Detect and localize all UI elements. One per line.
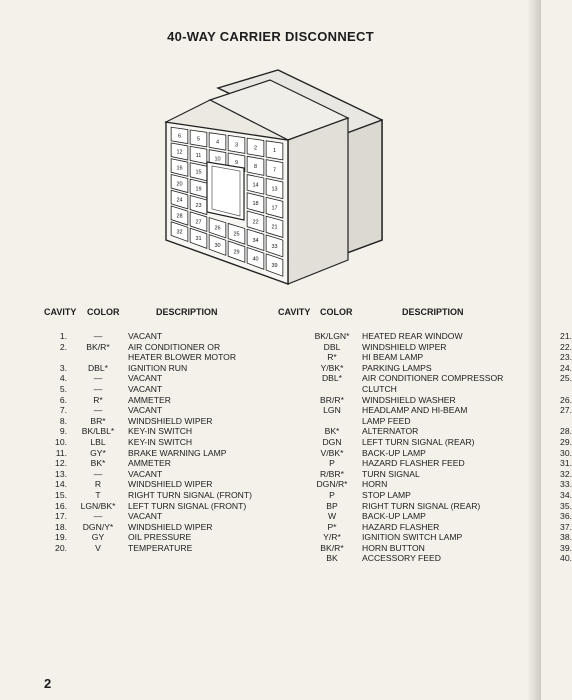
cavity-label: 14 (252, 182, 259, 189)
cavity-number: 38. (560, 532, 572, 543)
cavity-number: 35. (560, 500, 572, 511)
wire-color: GY* (90, 447, 106, 458)
wire-color: BP (326, 500, 338, 511)
page-title: 40-WAY CARRIER DISCONNECT (167, 29, 374, 44)
wire-color: LGN/BK* (80, 500, 116, 511)
table-row (270, 542, 572, 554)
circuit-description: VACANT (128, 468, 163, 479)
table-row (0, 342, 270, 353)
cavity-number: 12. (55, 458, 67, 469)
cavity-label: 6 (177, 133, 182, 140)
circuit-description: AIR CONDITIONER COMPRESSOR (362, 373, 504, 384)
page-number: 2 (44, 676, 52, 691)
circuit-description: VACANT (128, 331, 163, 341)
table-row (270, 553, 572, 564)
table-row (0, 469, 270, 480)
cavity-number: 1. (59, 331, 67, 341)
header-color-right: COLOR (320, 307, 353, 317)
cavity-number: 39. (560, 542, 572, 553)
table-row (270, 373, 572, 384)
cavity-label: 2 (253, 145, 258, 152)
wire-color: BK/LGN* (314, 331, 350, 341)
cavity-number: 9. (59, 426, 67, 437)
cavity-number: 31. (560, 458, 572, 469)
table-row (0, 363, 270, 374)
cavity-label: 16 (176, 165, 183, 172)
circuit-description: VACANT (128, 405, 163, 416)
wire-color: BR* (90, 415, 106, 426)
circuit-description: STOP LAMP (362, 489, 411, 500)
table-row (0, 331, 270, 342)
cavity-number: 26. (560, 394, 572, 405)
circuit-description: BACK-UP LAMP (362, 511, 426, 522)
wire-color: R* (93, 394, 103, 405)
cavity-label: 22 (252, 219, 259, 226)
cavity-number: 17. (55, 511, 67, 522)
circuit-description: HEADLAMP AND HI-BEAM (362, 405, 468, 416)
wire-color: BK/R* (86, 341, 110, 352)
table-row (0, 448, 270, 459)
cavity-number: 30. (560, 447, 572, 458)
table-row (270, 521, 572, 533)
wire-color: — (93, 405, 103, 416)
cavity-number: 25. (560, 373, 572, 384)
cavity-number: 24. (560, 362, 572, 373)
wire-color: DBL* (321, 373, 343, 384)
circuit-description: RIGHT TURN SIGNAL (FRONT) (128, 489, 252, 500)
cavity-number: 14. (55, 479, 67, 490)
cavity-label: 34 (252, 237, 259, 244)
circuit-description: LAMP FEED (362, 415, 411, 426)
circuit-description: OIL PRESSURE (128, 532, 192, 543)
wire-color: R* (327, 352, 337, 363)
wire-color: P (329, 458, 335, 469)
cavity-number: 6. (59, 394, 67, 405)
cavity-label: 28 (176, 213, 183, 220)
circuit-description: WINDSHIELD WASHER (362, 394, 456, 405)
wire-color: R/BR* (320, 468, 344, 479)
cavity-number: 2. (59, 341, 67, 352)
circuit-description: WINDSHIELD WIPER (362, 341, 447, 352)
header-cavity-right: CAVITY (278, 307, 311, 317)
wire-color: BK (326, 553, 338, 564)
cavity-number: 22. (560, 341, 572, 352)
cavity-number: 33. (560, 479, 572, 490)
table-left (0, 331, 270, 553)
circuit-description: VACANT (128, 511, 163, 522)
cavity-label: 27 (195, 219, 202, 226)
cavity-label: 21 (271, 224, 278, 231)
circuit-description: HI BEAM LAMP (362, 352, 424, 363)
circuit-description: WINDSHIELD WIPER (128, 415, 213, 426)
circuit-description: IGNITION RUN (128, 362, 188, 373)
cavity-label: 13 (271, 186, 278, 193)
wire-color: DGN/R* (316, 479, 348, 490)
table-row (0, 511, 270, 522)
circuit-description: CLUTCH (362, 383, 397, 394)
circuit-description: AIR CONDITIONER OR (128, 341, 221, 352)
circuit-description: KEY-IN SWITCH (128, 436, 193, 447)
cavity-number: 32. (560, 468, 572, 479)
cavity-number: 20. (55, 542, 67, 553)
table-row (0, 532, 270, 543)
cavity-number: 10. (55, 436, 67, 447)
cavity-label: 23 (195, 202, 202, 209)
circuit-description: IGNITION SWITCH LAMP (362, 532, 463, 543)
wire-color: Y/BK* (320, 362, 344, 373)
header-description-left: DESCRIPTION (156, 307, 218, 317)
circuit-description: ALTERNATOR (362, 426, 419, 437)
table-row (0, 522, 270, 533)
wire-color: BK/R* (320, 542, 344, 553)
cavity-label: 4 (215, 139, 220, 146)
header-color-left: COLOR (87, 307, 120, 317)
cavity-number: 13. (55, 468, 67, 479)
circuit-description: AMMETER (128, 458, 171, 469)
cavity-label: 10 (214, 156, 221, 163)
circuit-description: BRAKE WARNING LAMP (128, 447, 227, 458)
wire-color: LBL (90, 436, 106, 447)
cavity-number: 29. (560, 436, 572, 447)
circuit-description: KEY-IN SWITCH (128, 426, 193, 437)
cavity-number: 4. (59, 373, 67, 384)
table-row (0, 395, 270, 406)
cavity-label: 17 (271, 205, 278, 212)
cavity-label: 24 (176, 197, 183, 204)
table-row (270, 468, 572, 480)
table-row (270, 511, 572, 522)
cavity-label: 30 (214, 242, 221, 249)
wire-color: P* (327, 521, 337, 532)
table-row (0, 416, 270, 427)
cavity-number: 7. (59, 405, 67, 416)
table-row (270, 479, 572, 490)
table-row (0, 543, 270, 554)
table-row (270, 341, 572, 353)
circuit-description: WINDSHIELD WIPER (128, 521, 213, 532)
circuit-description: HEATER BLOWER MOTOR (128, 352, 237, 363)
cavity-label: 18 (252, 200, 259, 207)
cavity-label: 1 (272, 148, 277, 155)
wire-color: BK* (324, 426, 340, 437)
wire-color: DGN/Y* (82, 521, 114, 532)
cavity-number: 23. (560, 352, 572, 363)
table-row (0, 384, 270, 395)
table-row (0, 458, 270, 469)
table-row (270, 405, 572, 416)
cavity-number: 36. (560, 511, 572, 522)
circuit-description: TEMPERATURE (128, 542, 193, 553)
wire-color: R (94, 479, 102, 490)
circuit-description: HORN BUTTON (362, 542, 425, 553)
cavity-label: 11 (195, 152, 202, 159)
table-row (270, 394, 572, 406)
table-row (0, 437, 270, 448)
table-row (270, 458, 572, 469)
wire-color: DBL (323, 341, 341, 352)
wire-color: LGN (323, 405, 341, 416)
table-row (270, 331, 572, 342)
cavity-number: 18. (55, 521, 67, 532)
cavity-label: 26 (214, 225, 221, 232)
table-right (270, 331, 572, 564)
wire-color: BK* (90, 458, 106, 469)
table-row (270, 362, 572, 374)
table-row (270, 352, 572, 363)
circuit-description: BACK-UP LAMP (362, 447, 426, 458)
table-row (270, 436, 572, 448)
cavity-number: 19. (55, 532, 67, 543)
wire-color: — (93, 511, 103, 522)
wire-color: Y/R* (323, 532, 341, 543)
circuit-description: HAZARD FLASHER FEED (362, 458, 465, 469)
wire-color: GY (91, 532, 105, 543)
circuit-description: AMMETER (128, 394, 171, 405)
circuit-description: LEFT TURN SIGNAL (FRONT) (128, 500, 247, 511)
table-row (270, 447, 572, 459)
wire-color: — (93, 468, 103, 479)
wire-color: — (93, 383, 103, 394)
header-cavity-left: CAVITY (44, 307, 77, 317)
circuit-description: VACANT (128, 383, 163, 394)
table-row (0, 501, 270, 512)
cavity-label: 19 (195, 186, 202, 193)
wire-color: DGN (322, 436, 342, 447)
wire-color: BR/R* (320, 394, 344, 405)
cavity-label: 12 (176, 149, 183, 156)
wire-color: W (327, 511, 337, 522)
cavity-number: 3. (59, 362, 67, 373)
header-description-right: DESCRIPTION (402, 307, 464, 317)
cavity-number: 21. (560, 331, 572, 341)
circuit-description: TURN SIGNAL (362, 468, 420, 479)
circuit-description: ACCESSORY FEED (362, 553, 441, 564)
wire-color: V (95, 542, 101, 553)
cavity-number: 27. (560, 405, 572, 416)
circuit-description: VACANT (128, 373, 163, 384)
table-row (270, 489, 572, 501)
table-row (0, 352, 270, 363)
cavity-label: 8 (253, 163, 258, 170)
wire-color: DBL* (87, 362, 109, 373)
table-row (270, 384, 541, 395)
cavity-label: 9 (234, 160, 239, 167)
wire-color: — (93, 373, 103, 384)
cavity-label: 39 (271, 262, 278, 269)
table-row (0, 373, 270, 384)
table-row (0, 479, 270, 490)
circuit-description: HAZARD FLASHER (362, 521, 440, 532)
cavity-label: 5 (196, 136, 201, 143)
cavity-label: 20 (176, 181, 183, 188)
wire-color: — (93, 331, 103, 341)
cavity-label: 7 (272, 167, 277, 174)
cavity-label: 33 (271, 243, 278, 250)
circuit-description: RIGHT TURN SIGNAL (REAR) (362, 500, 481, 511)
cavity-number: 16. (55, 500, 67, 511)
wire-color: T (95, 489, 101, 500)
cavity-number: 5. (59, 383, 67, 394)
collar-side (288, 118, 348, 284)
circuit-description: LEFT TURN SIGNAL (REAR) (362, 436, 475, 447)
wire-color: V/BK* (320, 447, 344, 458)
cavity-number: 15. (55, 489, 67, 500)
table-row (0, 490, 270, 501)
circuit-description: HORN (362, 479, 388, 490)
table-row (270, 416, 541, 427)
wire-color: BK/LBL* (81, 426, 115, 437)
cavity-label: 25 (233, 231, 240, 238)
circuit-description: PARKING LAMPS (362, 362, 432, 373)
wire-color: P (329, 489, 335, 500)
cavity-label: 40 (252, 256, 259, 263)
cavity-label: 3 (234, 142, 239, 149)
cavity-number: 40. (560, 553, 572, 564)
table-row (0, 426, 270, 437)
table-row (270, 500, 572, 512)
circuit-description: WINDSHIELD WIPER (128, 479, 213, 490)
connector-diagram (160, 70, 400, 285)
cavity-number: 37. (560, 521, 572, 532)
cavity-number: 11. (55, 447, 67, 458)
table-row (0, 405, 270, 416)
table-row (270, 532, 572, 543)
cavity-number: 34. (560, 489, 572, 500)
cavity-number: 28. (560, 426, 572, 437)
cavity-label: 32 (176, 229, 183, 236)
table-row (270, 426, 572, 437)
cavity-label: 31 (195, 236, 202, 243)
cavity-number: 8. (59, 415, 67, 426)
circuit-description: HEATED REAR WINDOW (362, 331, 463, 341)
cavity-label: 15 (195, 169, 202, 176)
cavity-label: 29 (233, 249, 240, 256)
